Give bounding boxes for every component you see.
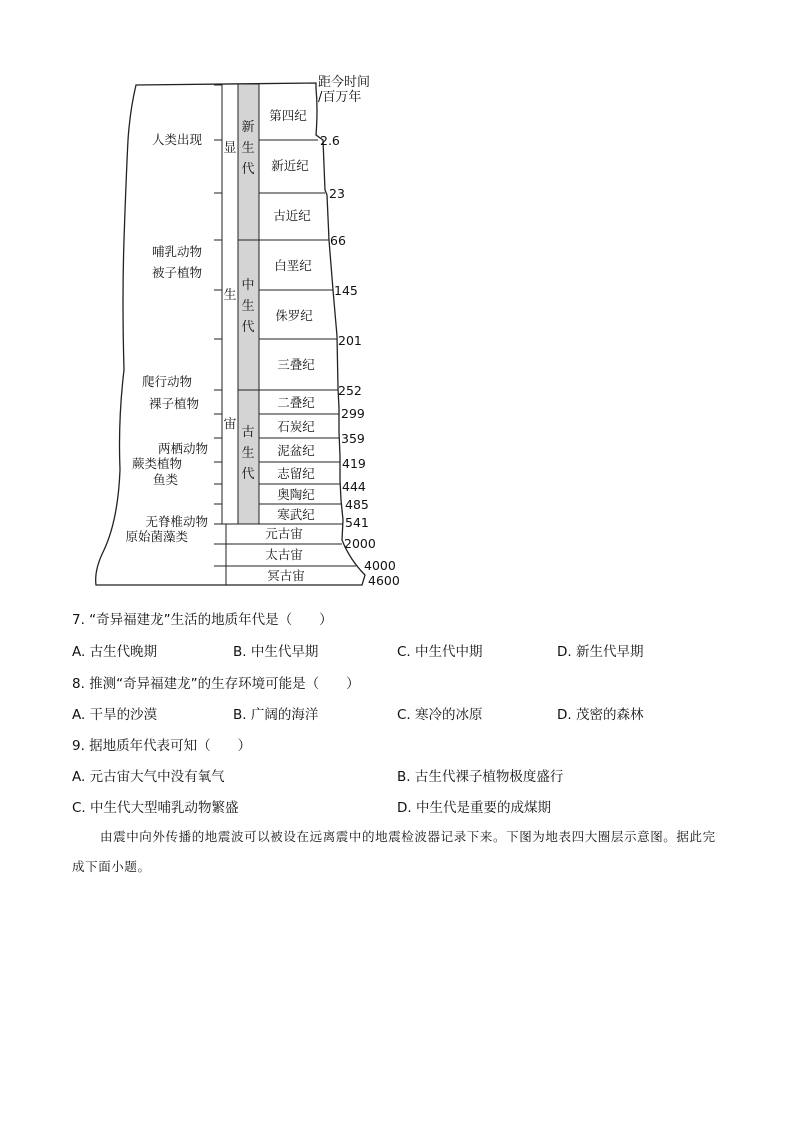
period-label: 志留纪 (277, 466, 315, 481)
life-label: 蕨类植物 (131, 456, 182, 471)
period-label: 白垩纪 (274, 258, 312, 273)
question-7-stem: 7. “奇异福建龙”生活的地质年代是（ ） (72, 612, 333, 628)
question-9-option-c[interactable]: C. 中生代大型哺乳动物繁盛 (72, 800, 239, 816)
precambrian-eon-label: 冥古宙 (267, 568, 305, 583)
intro-text: 由震中向外传播的地震波可以被设在远离震中的地震检波器记录下来。下图为地表四大圈层示意图。据此完成下面小题。 (72, 829, 716, 874)
age-label: 4000 (364, 558, 396, 573)
period-label: 侏罗纪 (275, 308, 313, 323)
question-7-option-c[interactable]: C. 中生代中期 (397, 644, 483, 660)
question-7-option-a[interactable]: A. 古生代晚期 (72, 644, 158, 660)
age-label: 359 (341, 431, 365, 446)
question-7-option-b[interactable]: B. 中生代早期 (233, 644, 319, 660)
life-labels (125, 132, 208, 544)
question-9-option-a[interactable]: A. 元古宙大气中没有氧气 (72, 769, 225, 785)
age-label: 299 (341, 406, 365, 421)
age-label: 485 (345, 497, 369, 512)
period-label: 奥陶纪 (277, 487, 315, 502)
age-label: 66 (330, 233, 346, 248)
life-label: 被子植物 (151, 265, 202, 280)
period-labels (269, 108, 315, 522)
age-label: 419 (342, 456, 366, 471)
intro-passage (72, 822, 722, 882)
column-outline (96, 83, 365, 585)
era-band-mesozoic (238, 240, 259, 390)
age-label: 145 (334, 283, 358, 298)
age-label: 201 (338, 333, 362, 348)
timeline-ticks (214, 85, 226, 566)
era-char: 生 (241, 141, 255, 156)
period-label: 新近纪 (271, 158, 309, 173)
age-label: 23 (329, 186, 345, 201)
life-label: 两栖动物 (157, 441, 208, 456)
era-char: 代 (241, 467, 255, 482)
life-label: 裸子植物 (148, 396, 199, 411)
era-char: 代 (241, 162, 255, 177)
era-char: 中 (241, 278, 255, 293)
question-8-option-c[interactable]: C. 寒冷的冰原 (397, 707, 483, 723)
life-label: 人类出现 (151, 132, 202, 147)
era-char: 代 (241, 320, 255, 335)
life-label: 爬行动物 (141, 374, 192, 389)
precambrian-eon-label: 太古宙 (265, 547, 303, 562)
period-label: 泥盆纪 (277, 443, 315, 458)
axis-title-line1: 距今时间 (318, 75, 371, 90)
age-label: 2000 (344, 536, 376, 551)
life-label: 原始菌藻类 (125, 529, 188, 544)
question-9-option-d[interactable]: D. 中生代是重要的成煤期 (397, 800, 551, 816)
eon-char: 宙 (223, 417, 237, 432)
question-8-option-b[interactable]: B. 广阔的海洋 (233, 707, 319, 723)
age-labels (320, 133, 400, 588)
question-8-option-a[interactable]: A. 干旱的沙漠 (72, 707, 158, 723)
life-label: 哺乳动物 (151, 244, 202, 259)
era-char: 生 (241, 299, 255, 314)
age-label: 541 (345, 515, 369, 530)
era-char: 生 (241, 446, 255, 461)
question-9-stem: 9. 据地质年代表可知（ ） (72, 738, 252, 754)
period-label: 古近纪 (273, 208, 311, 223)
period-label: 三叠纪 (277, 357, 315, 372)
eon-char: 显 (223, 141, 237, 156)
question-8-option-d[interactable]: D. 茂密的森林 (557, 707, 644, 723)
age-label: 2.6 (320, 133, 340, 148)
axis-title-line2: /百万年 (318, 90, 362, 105)
age-label: 252 (338, 383, 362, 398)
period-label: 二叠纪 (277, 395, 315, 410)
era-char: 古 (241, 425, 255, 440)
life-label: 无脊椎动物 (145, 514, 208, 529)
life-label: 鱼类 (152, 472, 178, 487)
precambrian-eon-label: 元古宙 (265, 526, 303, 541)
era-char: 新 (241, 120, 255, 135)
age-label: 444 (342, 479, 366, 494)
question-7-option-d[interactable]: D. 新生代早期 (557, 644, 644, 660)
age-label: 4600 (368, 573, 400, 588)
period-label: 寒武纪 (277, 507, 315, 522)
precambrian-labels (265, 526, 305, 583)
question-8-stem: 8. 推测“奇异福建龙”的生存环境可能是（ ） (72, 676, 360, 692)
period-label: 石炭纪 (277, 419, 315, 434)
question-9-option-b[interactable]: B. 古生代裸子植物极度盛行 (397, 769, 564, 785)
eon-char: 生 (223, 288, 237, 303)
period-label: 第四纪 (269, 108, 307, 123)
